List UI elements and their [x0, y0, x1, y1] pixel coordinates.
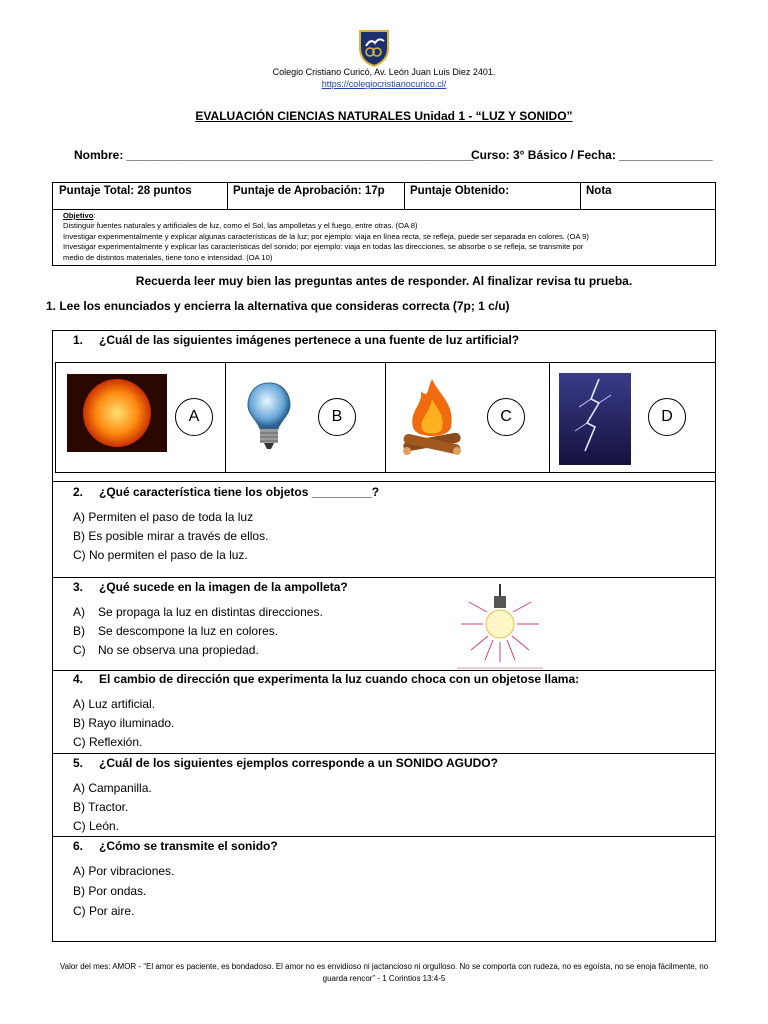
question-4: [52, 670, 716, 754]
question-text: ¿Cuál de las siguientes imágenes pertenece a una fuente de luz artificial?: [99, 333, 520, 347]
option-a[interactable]: [73, 605, 323, 619]
objective-line: Investigar experimentalmente y explicar las características del sonido; por ejemplo: viaja en todas las direcciones, se absorbe o se refleja, se transmite por: [63, 242, 584, 252]
question-6: [52, 836, 716, 942]
score-table: [52, 182, 716, 266]
option-text: Se propaga la luz en distintas direcciones.: [98, 605, 323, 619]
objective-line: Distinguir fuentes naturales y artificiales de luz, como el Sol, las ampolletas y el fuego, entre otras. (OA 8): [63, 221, 418, 231]
reminder-text: Recuerda leer muy bien las preguntas antes de responder. Al finalizar revisa tu prueba.: [135, 274, 633, 288]
option-b[interactable]: [73, 624, 278, 638]
question-number: 6.: [73, 839, 84, 853]
choice-circle-b[interactable]: B: [318, 398, 356, 436]
option-b[interactable]: B) Es posible mirar a través de ellos.: [73, 529, 269, 543]
option-c[interactable]: [73, 643, 259, 657]
objective-line: Investigar experimentalmente y explicar algunas características de la luz; por ejemplo: viaja en línea recta, se refleja, puede ser separada en colores. (OA 9): [63, 231, 589, 241]
option-letter: A): [73, 605, 85, 619]
option-a-cell[interactable]: [56, 363, 226, 472]
question-number: 3.: [73, 580, 84, 594]
question-text: ¿Cómo se transmite el sonido?: [99, 839, 278, 853]
campfire-icon: [399, 375, 465, 461]
curso-fecha-field[interactable]: Curso: 3° Básico / Fecha: ______________: [471, 148, 713, 162]
question-text: ¿Qué característica tiene los objetos _________?: [99, 485, 380, 499]
option-letter: C): [73, 643, 86, 657]
nota-cell[interactable]: Nota: [586, 185, 612, 197]
option-a[interactable]: A) Campanilla.: [73, 781, 152, 795]
option-b[interactable]: B) Por ondas.: [73, 884, 147, 898]
option-d-cell[interactable]: [550, 363, 717, 472]
option-text: Se descompone la luz en colores.: [98, 624, 279, 638]
lightbulb-icon: [246, 381, 292, 451]
question-text: El cambio de dirección que experimenta la luz cuando choca con un objetose llama:: [99, 672, 580, 686]
choice-circle-c[interactable]: C: [487, 398, 525, 436]
sun-icon: [67, 374, 167, 452]
puntaje-aprobacion: Puntaje de Aprobación: 17p: [233, 185, 385, 197]
objective-label: Objetivo: [63, 211, 94, 220]
question-number: 4.: [73, 672, 84, 686]
puntaje-obtenido[interactable]: Puntaje Obtenido:: [410, 185, 510, 197]
choice-circle-a[interactable]: A: [175, 398, 213, 436]
question-number: 2.: [73, 485, 84, 499]
score-row: [53, 183, 715, 210]
choice-circle-d[interactable]: D: [648, 398, 686, 436]
question-2: [52, 482, 716, 578]
question-text: ¿Qué sucede en la imagen de la ampolleta?: [99, 580, 348, 594]
nombre-field[interactable]: Nombre: ____________________________________________________: [74, 148, 474, 162]
question-3: [52, 577, 716, 671]
option-c-cell[interactable]: [386, 363, 550, 472]
question-number: 1.: [73, 333, 84, 347]
lightning-icon: [559, 373, 631, 465]
school-logo: [357, 28, 391, 68]
school-address: Colegio Cristiano Curicó, Av. León Juan Luis Diez 2401.: [272, 67, 496, 77]
bulb-rays-icon: [455, 584, 545, 670]
option-b[interactable]: B) Rayo iluminado.: [73, 716, 175, 730]
objective-block: Objetivo: Distinguir fuentes naturales y artificiales de luz, como el Sol, las ampolletas y el fuego, entre otras. (OA 8) Investigar experimentalmente y explicar algunas características de la luz; por ejemplo: viaja en línea recta, se refleja, puede ser separada en colores. (OA 9) Investigar experimentalmente y explicar las características del sonido; por ejemplo: viaja en todas las direcciones, se absorbe o se refleja, se transmite por medio de distintos materiales, tiene tono e intensidad. (OA 10): [63, 211, 709, 263]
puntaje-total: Puntaje Total: 28 puntos: [59, 185, 192, 197]
option-c[interactable]: C) León.: [73, 819, 120, 833]
option-a[interactable]: A) Por vibraciones.: [73, 864, 175, 878]
option-a[interactable]: A) Permiten el paso de toda la luz: [73, 510, 254, 524]
page-title: EVALUACIÓN CIENCIAS NATURALES Unidad 1 - “LUZ Y SONIDO”: [195, 109, 573, 123]
instruction-text: 1. Lee los enunciados y encierra la alternativa que consideras correcta (7p; 1 c/u): [46, 299, 510, 313]
option-b[interactable]: B) Tractor.: [73, 800, 129, 814]
question-5: [52, 753, 716, 837]
question-text: ¿Cuál de los siguientes ejemplos corresponde a un SONIDO AGUDO?: [99, 756, 498, 770]
image-options-row: [55, 362, 716, 473]
school-url-link[interactable]: https://colegiocristianocurico.cl/: [321, 79, 447, 89]
option-a[interactable]: A) Luz artificial.: [73, 697, 156, 711]
question-number: 5.: [73, 756, 84, 770]
option-c[interactable]: C) Reflexión.: [73, 735, 143, 749]
option-c[interactable]: C) No permiten el paso de la luz.: [73, 548, 248, 562]
footer-verse: Valor del mes: AMOR - “El amor es paciente, es bondadoso. El amor no es envidioso ni jactancioso ni orgulloso. No se comporta con rudeza, no es egoísta, no se enoja fácilmente, no guarda rencor” - 1 Corintios 13:4-5: [59, 962, 709, 983]
option-c[interactable]: C) Por aire.: [73, 904, 135, 918]
option-text: No se observa una propiedad.: [98, 643, 259, 657]
option-b-cell[interactable]: [226, 363, 386, 472]
option-letter: B): [73, 624, 85, 638]
objective-line: medio de distintos materiales, tiene tono e intensidad. (OA 10): [63, 252, 273, 262]
